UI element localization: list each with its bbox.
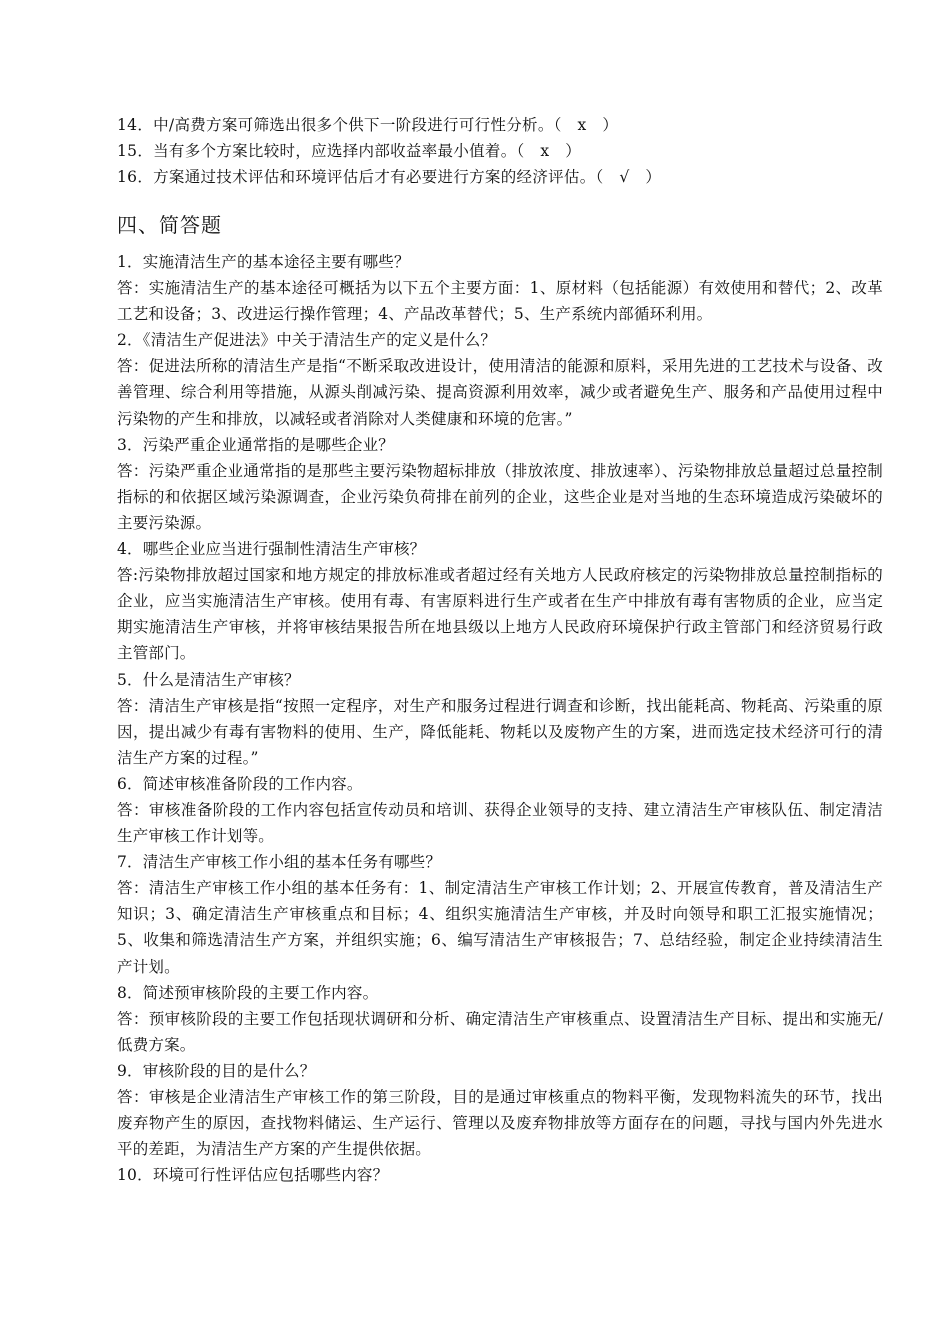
answer-7: 答：清洁生产审核工作小组的基本任务有：1、制定清洁生产审核工作计划；2、开展宣传教育，普及清洁生产知识；3、确定清洁生产审核重点和目标；4、组织实施清洁生产审核，并及时向领导和职工汇报实施情况；5、收集和筛选清洁生产方案，并组织实施；6、编写清洁生产审核报告；7、总结经验，制定企业持续清洁生产计划。 xyxy=(117,879,883,976)
document-page xyxy=(117,112,883,1188)
answer-2: 答：促进法所称的清洁生产是指“不断采取改进设计，使用清洁的能源和原料，采用先进的工艺技术与设备、改善管理、综合利用等措施，从源头削减污染、提高资源利用效率，减少或者避免生产、服务和产品使用过程中污染物的产生和排放，以减轻或者消除对人类健康和环境的危害。” xyxy=(117,357,883,428)
question-8: 8．简述预审核阶段的主要工作内容。 xyxy=(117,983,379,1002)
qa-block-2 xyxy=(117,327,883,431)
question-4: 4．哪些企业应当进行强制性清洁生产审核？ xyxy=(117,540,426,559)
qa-block-6 xyxy=(117,771,883,849)
qa-block-10 xyxy=(117,1162,883,1188)
answer-5: 答：清洁生产审核是指“按照一定程序，对生产和服务过程进行调查和诊断，找出能耗高、物耗高、污染重的原因，提出减少有毒有害物料的使用、生产，降低能耗、物耗以及废物产生的方案，进而选定技术经济可行的清洁生产方案的过程。” xyxy=(117,696,883,767)
answer-8: 答：预审核阶段的主要工作包括现状调研和分析、确定清洁生产审核重点、设置清洁生产目标、提出和实施无/低费方案。 xyxy=(117,1009,883,1054)
true-false-item-14: 14．中/高费方案可筛选出很多个供下一阶段进行可行性分析。（ x ） xyxy=(117,116,619,134)
question-3: 3．污染严重企业通常指的是哪些企业？ xyxy=(117,435,394,454)
section-title: 四、简答题 xyxy=(117,213,222,237)
qa-block-4 xyxy=(117,536,883,666)
qa-block-7 xyxy=(117,849,883,979)
question-9: 9．审核阶段的目的是什么？ xyxy=(117,1061,316,1080)
answer-1: 答：实施清洁生产的基本途径可概括为以下五个主要方面：1、原材料（包括能源）有效使用和替代；2、改革工艺和设备；3、改进运行操作管理；4、产品改革替代；5、生产系统内部循环利用。 xyxy=(117,279,883,324)
question-6: 6．简述审核准备阶段的工作内容。 xyxy=(117,774,363,793)
qa-block-8 xyxy=(117,980,883,1058)
question-7: 7．清洁生产审核工作小组的基本任务有哪些？ xyxy=(117,853,442,872)
true-false-item-15: 15．当有多个方案比较时，应选择内部收益率最小值着。（ x ） xyxy=(117,142,582,160)
answer-9: 答：审核是企业清洁生产审核工作的第三阶段，目的是通过审核重点的物料平衡，发现物料流失的环节，找出废弃物产生的原因，查找物料储运、生产运行、管理以及废弃物排放等方面存在的问题，寻找与国内外先进水平的差距，为清洁生产方案的产生提供依据。 xyxy=(117,1088,883,1159)
qa-block-5 xyxy=(117,667,883,771)
question-2: 2．《清洁生产促进法》中关于清洁生产的定义是什么？ xyxy=(117,331,497,350)
true-false-item-16: 16．方案通过技术评估和环境评估后才有必要进行方案的经济评估。（ √ ） xyxy=(117,168,662,186)
answer-6: 答：审核准备阶段的工作内容包括宣传动员和培训、获得企业领导的支持、建立清洁生产审核队伍、制定清洁生产审核工作计划等。 xyxy=(117,800,883,846)
answer-4: 答:污染物排放超过国家和地方规定的排放标准或者超过经有关地方人民政府核定的污染物排放总量控制指标的企业，应当实施清洁生产审核。使用有毒、有害原料进行生产或者在生产中排放有毒有害物质的企业，应当定期实施清洁生产审核，并将审核结果报告所在地县级以上地方人民政府环境保护行政主管部门和经济贸易行政主管部门。 xyxy=(117,566,883,663)
question-5: 5．什么是清洁生产审核？ xyxy=(117,670,300,689)
answer-3: 答：污染严重企业通常指的是那些主要污染物超标排放（排放浓度、排放速率）、污染物排放总量超过总量控制指标的和依据区域污染源调查，企业污染负荷排在前列的企业，这些企业是对当地的生态环境造成污染破坏的主要污染源。 xyxy=(117,461,883,532)
qa-block-9 xyxy=(117,1058,883,1162)
qa-block-3 xyxy=(117,432,883,536)
question-1: 1．实施清洁生产的基本途径主要有哪些？ xyxy=(117,253,410,271)
qa-block-1 xyxy=(117,249,883,327)
question-10: 10．环境可行性评估应包括哪些内容？ xyxy=(117,1166,389,1185)
